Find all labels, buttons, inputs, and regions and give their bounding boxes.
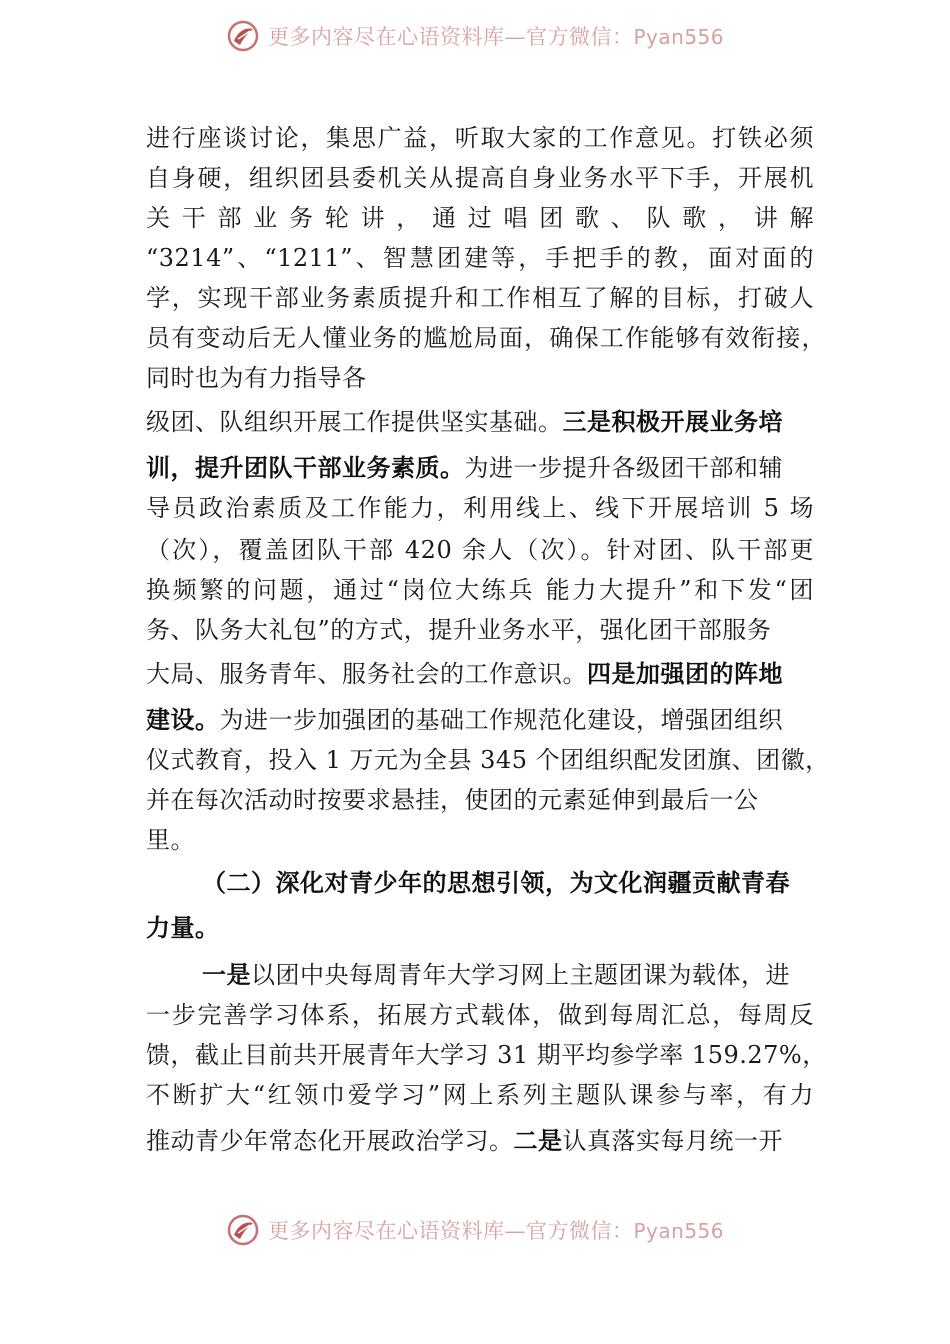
body-line-13: 务、队务大礼包”的方式，提升业务水平，强化团干部服务 (146, 616, 772, 644)
body-line-3: 关干部业务轮讲，通过唱团歌、队歌，讲解 (146, 204, 814, 232)
brand-logo-icon (226, 1213, 260, 1247)
section-heading: （二）深化对青少年的思想引领，为文化润疆贡献青春 (202, 869, 790, 897)
body-line-8 (146, 405, 826, 439)
body-line-14 (146, 657, 826, 691)
point-three-heading-end: 训，提升团队干部业务素质。 (146, 454, 465, 482)
point-four-heading-start: 四是加强团的阵地 (587, 660, 783, 688)
body-line-22: 馈，截止目前共开展青年大学习 31 期平均参学率 159.27%， (146, 1041, 827, 1069)
body-line-18: 里。 (146, 826, 195, 854)
header-watermark (0, 14, 950, 58)
body-line-15-text: 为进一步加强团的基础工作规范化建设，增强团组织 (219, 706, 783, 734)
body-line-5: 学，实现干部业务素质提升和工作相互了解的目标，打破人 (146, 284, 814, 312)
watermark-slogan: 更多内容尽在心语资料库—官方微信： (267, 1219, 634, 1243)
point-two-label: 二是 (513, 1127, 563, 1155)
body-line-20-text: 以团中央每周青年大学习网上主题团课为载体，进 (251, 961, 790, 989)
point-one-label: 一是 (202, 961, 251, 989)
body-line-6: 员有变动后无人懂业务的尴尬局面，确保工作能够有效衔接， (146, 324, 826, 352)
body-line-11: （次），覆盖团队干部 420 余人（次）。针对团、队干部更 (146, 536, 814, 564)
body-line-24-text: 推动青少年常态化开展政治学习。 (146, 1127, 514, 1155)
body-line-21: 一步完善学习体系，拓展方式载体，做到每周汇总，每周反 (146, 1001, 814, 1029)
body-line-4: “3214”、“1211”、智慧团建等，手把手的教，面对面的 (146, 244, 814, 272)
body-line-7: 同时也为有力指导各 (146, 364, 367, 392)
watermark-text (268, 1215, 724, 1245)
body-line-23: 不断扩大“红领巾爱学习”网上系列主题队课参与率，有力 (146, 1081, 814, 1109)
body-line-8-text: 级团、队组织开展工作提供坚实基础。 (146, 408, 563, 436)
body-line-16: 仪式教育，投入 1 万元为全县 345 个团组织配发团旗、团徽， (146, 746, 830, 774)
body-line-1: 进行座谈讨论，集思广益，听取大家的工作意见。打铁必须 (146, 124, 814, 152)
watermark-wechat-id: Pyan556 (633, 25, 724, 49)
body-line-9-text: 为进一步提升各级团干部和辅 (464, 454, 783, 482)
brand-logo-icon (226, 19, 260, 53)
point-four-heading-end: 建设。 (146, 706, 220, 734)
body-line-9 (146, 451, 826, 485)
body-line-24-text-end: 认真落实每月统一开 (562, 1127, 783, 1155)
body-line-12: 换频繁的问题，通过“岗位大练兵 能力大提升”和下发“团 (146, 576, 814, 604)
point-three-heading-start: 三是积极开展业务培 (562, 408, 783, 436)
body-line-24 (146, 1124, 826, 1158)
body-line-10: 导员政治素质及工作能力，利用线上、线下开展培训 5 场 (146, 494, 814, 522)
watermark-text (268, 21, 724, 51)
body-line-17: 并在每次活动时按要求悬挂，使团的元素延伸到最后一公 (146, 786, 759, 814)
footer-watermark (0, 1208, 950, 1252)
body-line-2: 自身硬，组织团县委机关从提高自身业务水平下手，开展机 (146, 164, 814, 192)
watermark-slogan: 更多内容尽在心语资料库—官方微信： (267, 25, 634, 49)
watermark-wechat-id: Pyan556 (633, 1219, 724, 1243)
body-line-20 (146, 958, 826, 992)
body-line-15 (146, 703, 826, 737)
body-line-14-text: 大局、服务青年、服务社会的工作意识。 (146, 660, 587, 688)
section-heading-continued: 力量。 (146, 914, 220, 942)
